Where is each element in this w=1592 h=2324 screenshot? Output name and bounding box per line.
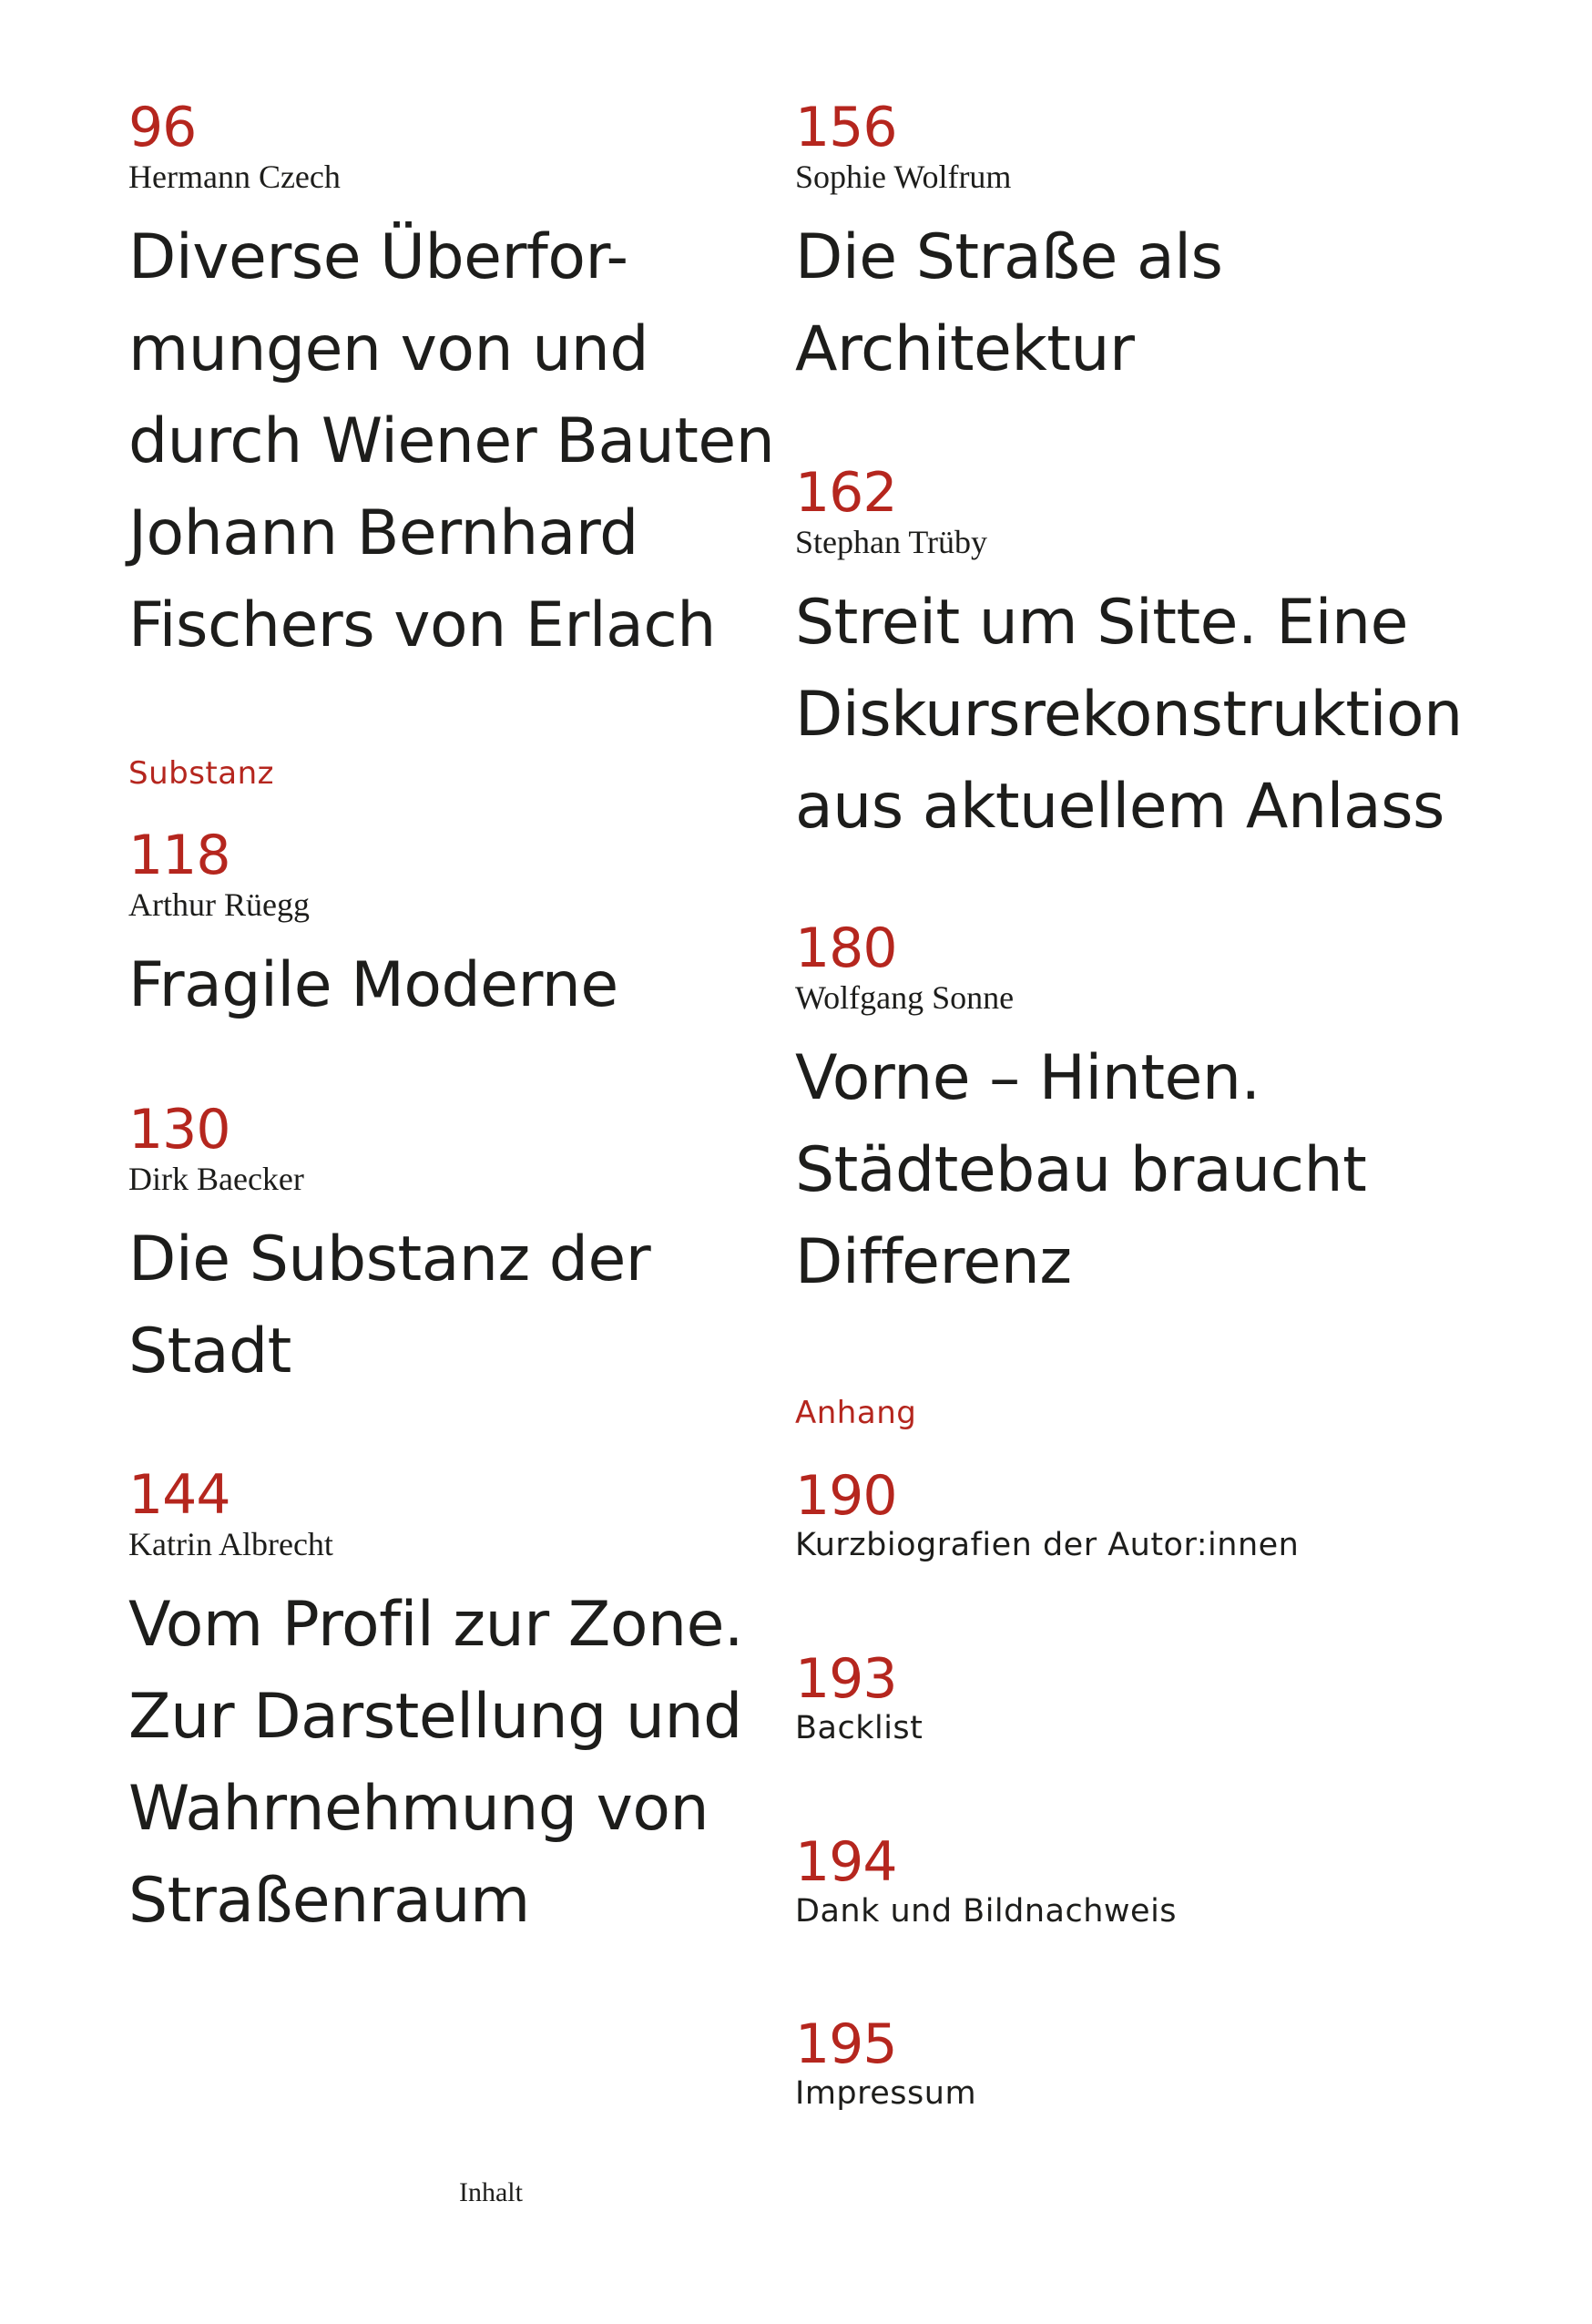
appendix-title: Kurzbiografien der Autor:innen [795, 1527, 1300, 1563]
appendix-entry-190[interactable] [795, 1464, 1560, 1563]
page-number: 190 [795, 1464, 897, 1528]
running-footer: Inhalt [459, 2177, 523, 2207]
article-title: Vorne – Hinten. Städtebau braucht Differenz [795, 1042, 1367, 1298]
appendix-title: Dank und Bildnachweis [795, 1893, 1178, 1930]
author-name: Arthur Rüegg [128, 886, 310, 923]
appendix-entry-194[interactable] [795, 1830, 1560, 1930]
page-number: 144 [128, 1463, 230, 1527]
article-title: Vom Profil zur Zone. Zur Darstellung und Wahrnehmung von Straßenraum [128, 1589, 744, 1937]
appendix-entry-193[interactable] [795, 1647, 1560, 1746]
author-name: Hermann Czech [128, 159, 341, 195]
article-title: Die Straße als Architektur [795, 221, 1223, 385]
author-name: Katrin Albrecht [128, 1526, 333, 1562]
appendix-title: Impressum [795, 2075, 977, 2112]
appendix-title: Backlist [795, 1710, 924, 1746]
article-title: Die Substanz der Stadt [128, 1223, 651, 1387]
toc-entry-130[interactable] [128, 1098, 784, 1397]
section-heading-substanz: Substanz [128, 755, 274, 792]
author-name: Dirk Baecker [128, 1161, 304, 1197]
page-number: 96 [128, 96, 197, 159]
page-number: 193 [795, 1647, 897, 1711]
author-name: Wolfgang Sonne [795, 979, 1015, 1016]
page-number: 195 [795, 2012, 897, 2076]
page-number: 194 [795, 1830, 897, 1894]
section-heading-anhang: Anhang [795, 1395, 917, 1431]
page-number: 130 [128, 1098, 230, 1162]
article-title: Diverse Überfor- mungen von und durch Wiener Bauten Johann Bernhard Fischers von Erlach [128, 221, 775, 661]
author-name: Stephan Trüby [795, 524, 988, 560]
article-title: Fragile Moderne [128, 949, 618, 1021]
toc-entry-156[interactable] [795, 98, 1560, 395]
page-number: 180 [795, 916, 897, 980]
toc-entry-96[interactable] [128, 98, 784, 671]
author-name: Sophie Wolfrum [795, 159, 1012, 195]
toc-entry-118[interactable] [128, 826, 784, 1031]
article-title: Streit um Sitte. Eine Diskursrekonstruktion aus aktuellem Anlass [795, 587, 1463, 843]
page-number: 118 [128, 824, 230, 887]
toc-entry-162[interactable] [795, 461, 1560, 853]
appendix-entry-195[interactable] [795, 2012, 1560, 2112]
toc-entry-144[interactable] [128, 1463, 784, 1947]
page-number: 156 [795, 96, 897, 159]
page-number: 162 [795, 461, 897, 525]
toc-entry-180[interactable] [795, 916, 1560, 1308]
